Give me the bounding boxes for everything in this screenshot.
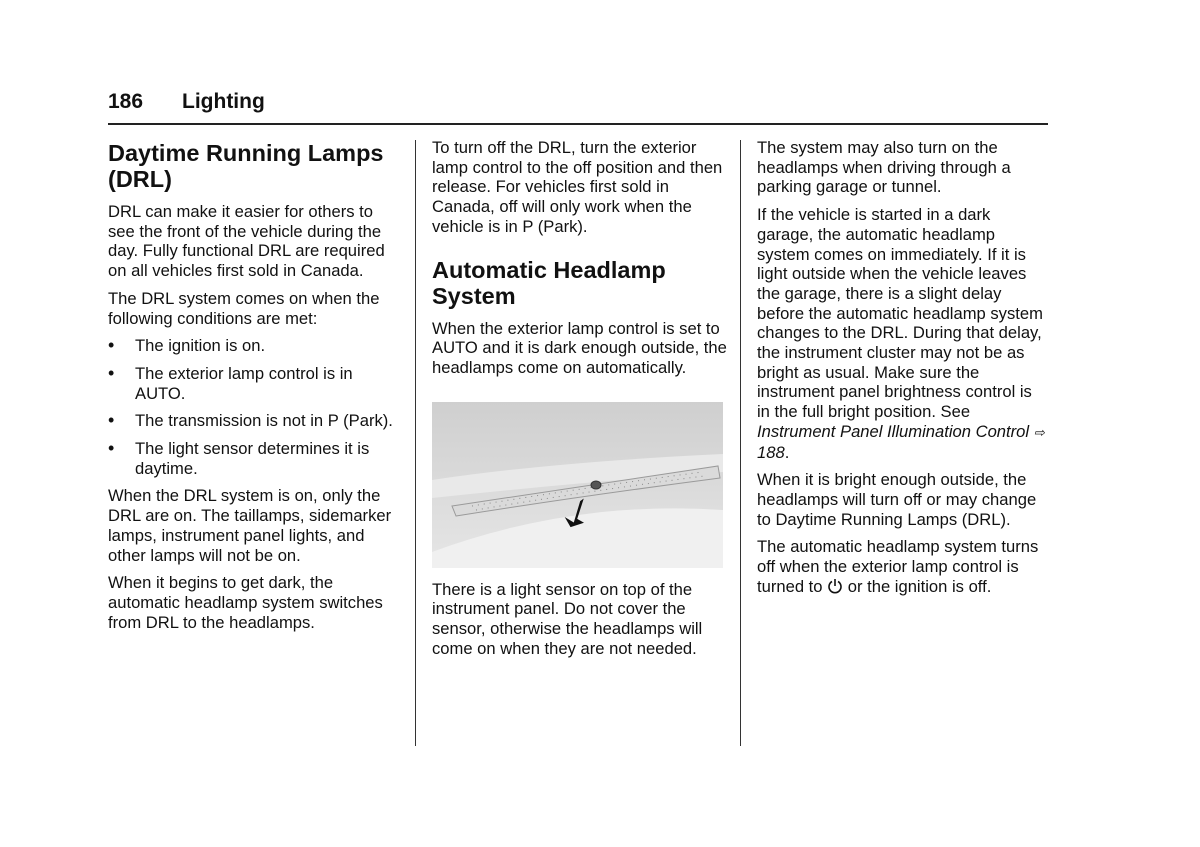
cross-reference-title: Instrument Panel Illumination Control: [757, 421, 1030, 441]
paragraph-text: or the ignition is off.: [847, 576, 992, 596]
paragraph: When the DRL system is on, only the DRL are on. The taillamps, sidemarker lamps, instrument panel lights, and other lamps will not be on.: [108, 486, 392, 565]
paragraph-text: If the vehicle is started in a dark garage, the automatic headlamp system comes on immediately. If it is light outside when the vehicle leaves the garage, there is a slight delay before the automatic headlamp system changes to the DRL. During that delay, the instrument cluster may not be as bright as usual. Make sure the instrument panel brightness control is in the full bright position. See: [757, 205, 1043, 422]
column-divider: [740, 140, 741, 746]
section-title: Lighting: [182, 90, 265, 113]
paragraph: [757, 537, 1049, 598]
conditions-list: [108, 336, 403, 478]
paragraph: The system may also turn on the headlamps when driving through a parking garage or tunnel.: [757, 138, 1011, 197]
page-header: [108, 90, 265, 114]
paragraph: DRL can make it easier for others to see the front of the vehicle during the day. Fully functional DRL are required on all vehicles first sold in Canada.: [108, 202, 385, 281]
auto-headlamp-heading: Automatic Headlamp System: [432, 256, 666, 309]
paragraph: The DRL system comes on when the following conditions are met:: [108, 288, 380, 328]
drl-heading: Daytime Running Lamps (DRL): [108, 140, 384, 192]
cross-reference[interactable]: [757, 422, 1045, 462]
list-item: • The light sensor determines it is daytime.: [108, 439, 403, 478]
paragraph: There is a light sensor on top of the instrument panel. Do not cover the sensor, otherwise the headlamps will come on when they are not needed.: [432, 579, 703, 658]
list-item: • The transmission is not in P (Park).: [108, 411, 403, 431]
paragraph: When the exterior lamp control is set to AUTO and it is dark enough outside, the headlamps come on automatically.: [432, 318, 727, 377]
paragraph-text: The automatic headlamp system turns off when the exterior lamp control is turned to: [757, 537, 1039, 596]
reference-page: 188: [757, 442, 785, 462]
page-number: 186: [108, 90, 144, 113]
header-rule: [108, 123, 1048, 125]
paragraph: When it is bright enough outside, the headlamps will turn off or may change to Daytime Running Lamps (DRL).: [757, 470, 1037, 529]
light-sensor-illustration: [432, 402, 723, 568]
paragraph: When it begins to get dark, the automatic headlamp system switches from DRL to the headlamps.: [108, 573, 383, 632]
list-item: • The exterior lamp control is in AUTO.: [108, 364, 403, 403]
column-3: [757, 138, 1049, 606]
reference-arrow-icon: ⇨: [1033, 424, 1045, 440]
column-1: [108, 138, 403, 640]
power-icon: [827, 578, 843, 599]
column-2: [432, 138, 727, 666]
paragraph: If the vehicle is started in a dark garage, the automatic headlamp system comes on immediately. If it is light outside when the vehicle leaves the garage, there is a slight delay before the automatic headlamp system changes to the DRL. During that delay, the instrument cluster may not be as bright as usual. Make sure the instrument panel brightness control is in the full bright position. See Instrument Panel Illumination Control ⇨ 188.: [757, 205, 1045, 462]
list-item: • The ignition is on.: [108, 336, 403, 356]
column-divider: [415, 140, 416, 746]
paragraph: To turn off the DRL, turn the exterior lamp control to the off position and then release. For vehicles first sold in Canada, off will only work when the vehicle is in P (Park).: [432, 138, 723, 236]
